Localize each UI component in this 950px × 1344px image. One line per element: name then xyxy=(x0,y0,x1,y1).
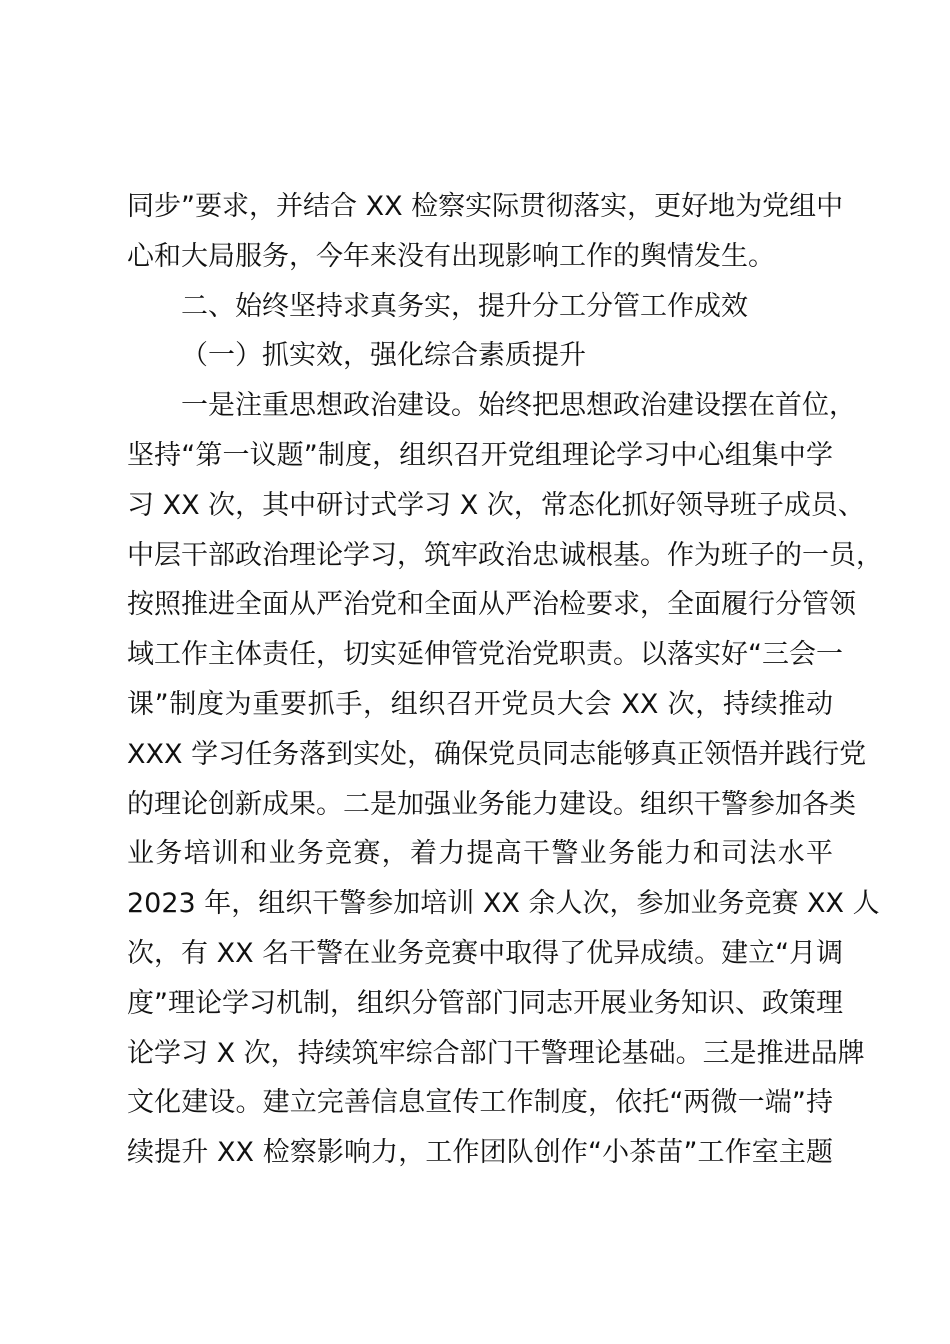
paragraph-line: 课”制度为重要抓手，组织召开党员大会 XX 次，持续推动 xyxy=(127,689,833,720)
paragraph-line: 度”理论学习机制，组织分管部门同志开展业务知识、政策理 xyxy=(127,987,843,1019)
paragraph-line: 业务培训和业务竞赛，着力提高干警业务能力和司法水平 xyxy=(127,838,833,870)
paragraph-line: 心和大局服务，今年来没有出现影响工作的舆情发生。 xyxy=(127,240,775,272)
paragraph-line: XXX 学习任务落到实处，确保党员同志能够真正领悟并践行党 xyxy=(127,738,867,770)
subsection-heading: （一）抓实效，强化综合素质提升 xyxy=(181,340,586,372)
paragraph-line: 坚持“第一议题”制度，组织召开党组理论学习中心组集中学 xyxy=(127,440,833,471)
paragraph-line: 论学习 X 次，持续筑牢综合部门干警理论基础。三是推进品牌 xyxy=(127,1037,865,1069)
paragraph-line: 的理论创新成果。二是加强业务能力建设。组织干警参加各类 xyxy=(127,788,856,820)
paragraph-line: 2023 年，组织干警参加培训 XX 余人次，参加业务竞赛 XX 人 xyxy=(127,888,880,920)
section-heading: 二、始终坚持求真务实，提升分工分管工作成效 xyxy=(181,290,748,322)
paragraph-line: 域工作主体责任，切实延伸管党治党职责。以落实好“三会一 xyxy=(127,639,843,671)
paragraph-line: 习 XX 次，其中研讨式学习 X 次，常态化抓好领导班子成员、 xyxy=(127,489,865,521)
paragraph-line: 按照推进全面从严治党和全面从严治检要求，全面履行分管领 xyxy=(127,589,856,621)
paragraph-line: 同步”要求，并结合 XX 检察实际贯彻落实，更好地为党组中 xyxy=(127,191,844,222)
paragraph-line: 一是注重思想政治建设。始终把思想政治建设摆在首位， xyxy=(181,390,856,422)
paragraph-line: 文化建设。建立完善信息宣传工作制度，依托“两微一端”持 xyxy=(127,1087,833,1119)
paragraph-line: 续提升 XX 检察影响力，工作团队创作“小茶苗”工作室主题 xyxy=(127,1137,833,1169)
paragraph-line: 中层干部政治理论学习，筑牢政治忠诚根基。作为班子的一员， xyxy=(127,539,883,571)
paragraph-line: 次，有 XX 名干警在业务竞赛中取得了优异成绩。建立“月调 xyxy=(127,938,844,969)
